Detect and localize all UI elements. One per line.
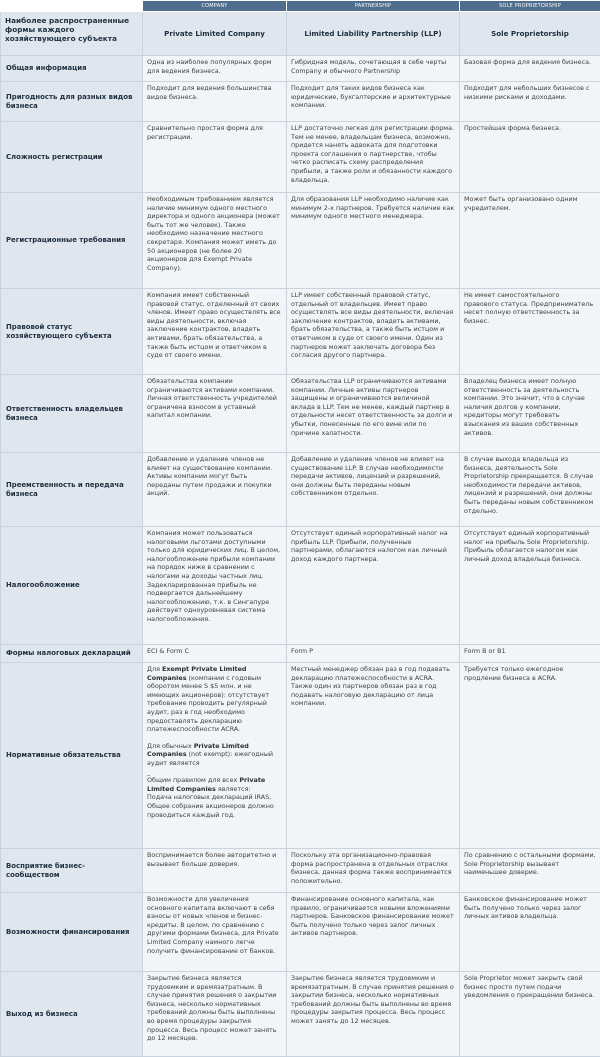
form-name-header-row xyxy=(1,12,600,56)
row-label: Сложность регистрации xyxy=(1,122,143,193)
company-cell: Сравнительно простая форма для регистрации. xyxy=(143,122,287,193)
partnership-column-header: PARTNERSHIP xyxy=(287,1,460,12)
table-row xyxy=(1,193,600,289)
sole-cell: В случае выхода владельца из бизнеса, деятельность Sole Proprietorship прекращается. В случае необходимости передачи активов, лицензий и разрешений, они должны быть переданы новым собственником отдельно. xyxy=(460,453,600,527)
general-text: является: xyxy=(218,785,251,793)
row-label: Формы налоговых деклараций xyxy=(1,645,143,663)
sole-cell: Может быть организовано одним учредителем. xyxy=(460,193,600,289)
regular-text: (not exempt): ежегодный аудит является xyxy=(147,750,273,767)
general-rule-paragraph xyxy=(147,776,282,793)
regular-term: Private Limited Companies xyxy=(147,742,249,759)
row-label: Ответственность владельцев бизнеса xyxy=(1,375,143,453)
sole-form-name: Sole Proprietorship xyxy=(460,12,600,56)
row-label: Нормативные обязательства xyxy=(1,663,143,849)
table-row xyxy=(1,893,600,972)
company-cell: Добавление и удаление членов не влияет на существование компании. Активы компании могут быть переданы путем продажи и покупки акций. xyxy=(143,453,287,527)
llp-cell: Закрытие бизнеса является трудоемким и времязатратным. В случае принятия решения о закрытии бизнеса, несколько нормативных требований должны быть выполнены во время процедуры закрытия процесса. Весь процесс может занять до 12 месяцев. xyxy=(287,972,460,1057)
sole-cell: По сравнению с остальными формами, Sole Proprietorship вызывает наименьшее доверие. xyxy=(460,849,600,893)
company-cell: Одна из наиболее популярных форм для ведения бизнеса. xyxy=(143,56,287,82)
llp-cell: Для образования LLP необходимо наличие как минимум 2-х партнеров. Требуется наличие как минимум одного местного менеджера. xyxy=(287,193,460,289)
exempt-prefix: Для xyxy=(147,665,160,673)
llp-cell: Обязательства LLP ограничиваются активами компании. Личные активы партнеров защищены и ограничиваются величиной вклада в LLP. Тем не менее, каждый партнер в отдельности несет ответственность за долги и убытки, понесенные по его вине или по причине халатности. xyxy=(287,375,460,453)
column-group-header-row xyxy=(1,1,600,12)
table-row xyxy=(1,645,600,663)
llp-cell: Поскольку эта организационно-правовая форма распространена в отдельных отраслях бизнеса, данная форма также воспринимается положительно. xyxy=(287,849,460,893)
llp-cell: Отсутствует единый корпоративный налог на прибыль LLP. Прибыли, полученные партнерами, облагаются налогом как личный доход каждого партнера. xyxy=(287,527,460,645)
company-form-name: Private Limited Company xyxy=(143,12,287,56)
table-row xyxy=(1,122,600,193)
table-row xyxy=(1,289,600,375)
llp-cell: Подходит для таких видов бизнеса как юридические, бухгалтерские и архитектурные компании. xyxy=(287,82,460,122)
row-label: Налогообложение xyxy=(1,527,143,645)
sole-cell: Не имеет самостоятельного правового статуса. Предприниматель несет полную ответственность за бизнес. xyxy=(460,289,600,375)
table-row xyxy=(1,375,600,453)
regular-prefix: Для обычных xyxy=(147,742,192,750)
llp-cell: Form P xyxy=(287,645,460,663)
exempt-paragraph xyxy=(147,665,282,734)
row-label: Возможности финансирования xyxy=(1,893,143,972)
row-label: Правовой статус хозяйствующего субъекта xyxy=(1,289,143,375)
sole-cell: Требуется только ежегодное продление бизнеса в ACRA. xyxy=(460,663,600,849)
general-prefix: Общим правилом для всех xyxy=(147,776,237,784)
sole-cell: Простейшая форма бизнеса. xyxy=(460,122,600,193)
sole-cell: Отсутствует единый корпоративный налог на прибыль Sole Proprietorship. Прибыль облагается налогом как личный доход владельца бизнеса. xyxy=(460,527,600,645)
sole-cell: Владелец бизнеса имеет полную ответственность за деятельность компании. Это значит, что в случае наличия долгов у компании, кредиторы могут требовать взыскания из ваших собственных активов. xyxy=(460,375,600,453)
llp-form-name: Limited Liability Partnership (LLP) xyxy=(287,12,460,56)
dash-mark: _ xyxy=(147,768,282,777)
sole-cell: Form B or B1 xyxy=(460,645,600,663)
company-column-header: COMPANY xyxy=(143,1,287,12)
row-label: Восприятие бизнес-сообществом xyxy=(1,849,143,893)
row-label: Общая информация xyxy=(1,56,143,82)
company-cell: ECI & Form C xyxy=(143,645,287,663)
row-label: Преемственность и передача бизнеса xyxy=(1,453,143,527)
table-row xyxy=(1,82,600,122)
sole-cell: Подходит для небольших бизнесов с низкими рисками и доходами. xyxy=(460,82,600,122)
sole-proprietorship-column-header: SOLE PROPRIETORSHIP xyxy=(460,1,600,12)
llp-cell: Добавление и удаление членов не влияет на существование LLP. В случае необходимости передачи активов, лицензий и разрешений, они должны быть переданы новым собственником отдельно. xyxy=(287,453,460,527)
llp-cell: LLP имеет собственный правовой статус, отдельный от владельцев. Имеет право осуществлять все виды деятельности, включая заключение контрактов, владеть активами, брать обязательства, а также быть истцом и ответчиком в суде от своего имени. Один из партнеров может заключать договора без согласия другого партнера. xyxy=(287,289,460,375)
exempt-text: (компании с годовым оборотом менее S $5 млн. и не имеющих акционеров): отсутствует требование проводить регулярный аудит, раз в год необходимо предоставлять декларацию платежеспособности ACRA. xyxy=(147,674,269,734)
sole-cell: Базовая форма для ведения бизнеса. xyxy=(460,56,600,82)
company-cell: Подходит для ведения большинства видов бизнеса. xyxy=(143,82,287,122)
table-row xyxy=(1,453,600,527)
table-row xyxy=(1,527,600,645)
regular-paragraph xyxy=(147,742,282,768)
company-cell: Компания имеет собственный правовой статус, отделенный от своих членов. Имеет право осуществлять все виды деятельности, включая заключение контрактов, владеть активами, брать обязательства, а также быть истцом и ответчиком в суде от своего имени. xyxy=(143,289,287,375)
row-label: Выход из бизнеса xyxy=(1,972,143,1057)
company-cell: Возможности для увеличения основного капитала включают в себя взносы от новых членов и бизнес-кредиты. В целом, по сравнению с другими формами бизнеса, для Private Limited Company намного легче получить финансирование от банков. xyxy=(143,893,287,972)
table-row xyxy=(1,56,600,82)
company-cell xyxy=(143,663,287,849)
row-label: Пригодность для разных видов бизнеса xyxy=(1,82,143,122)
llp-cell: Гибридная модель, сочетающая в себе черты Company и обычного Partnership xyxy=(287,56,460,82)
blank-header-cell xyxy=(1,1,143,12)
sole-cell: Sole Proprietor может закрыть свой бизнес просто путем подачи уведомления о прекращении бизнеса. xyxy=(460,972,600,1057)
tax-filing-text: Подача налоговых деклараций IRAS, xyxy=(147,793,282,802)
sole-cell: Банковское финансирование может быть получено только через залог личных активов владельца. xyxy=(460,893,600,972)
company-cell: Необходимым требованием является наличие минимум одного местного директора и одного акционера (может быть тот же человек). Также необходимо назначение местного секретаря. Компания может иметь до 50 акционеров (не более 20 акционеров для Exempt Private Company). xyxy=(143,193,287,289)
llp-cell: Финансирование основного капитала, как правило, ограничивается новыми вложениями партнеров. Банковское финансирование может быть получено только через залог личных активов партнеров. xyxy=(287,893,460,972)
general-term: Private Limited Companies xyxy=(147,776,265,793)
company-cell: Обязательства компании ограничиваются активами компании. Личная ответственность учредителей ограничена взносом в уставный капитал компании. xyxy=(143,375,287,453)
company-cell: Воспринимается более авторитетно и вызывает больше доверия. xyxy=(143,849,287,893)
agm-text: Общее собрание акционеров должно проводиться каждый год. xyxy=(147,802,282,819)
llp-cell: Местный менеджер обязан раз в год подавать декларацию платежеспособности в ACRA. Также один из партнеров обязан раз в год подавать налоговую декларацию от лица компании. xyxy=(287,663,460,849)
corner-header: Наиболее распространенные формы каждого хозяйствующего субъекта xyxy=(1,12,143,56)
table-row xyxy=(1,972,600,1057)
table-row xyxy=(1,663,600,849)
table-row xyxy=(1,849,600,893)
exempt-term: Exempt Private Limited Companies xyxy=(147,665,247,682)
company-cell: Компания может пользоваться налоговыми льготами доступными только для юридических лиц. В целом, налогообложение прибыли компании на порядок ниже в сравнении с налогами на доходы частных лиц. Задекларированная прибыль не подвергается дальнейшему налогообложению, т.к. в Сингапуре действует одноуровневая система налогообложения. xyxy=(143,527,287,645)
llp-cell: LLP достаточно легкая для регистрации форма. Тем не менее, владельцам бизнеса, возможно, придется нанять адвоката для подготовки проекта соглашения о партнерстве, чтобы четко расписать схему распределения прибыли, а также роли и обязанности каждого владельца. xyxy=(287,122,460,193)
company-cell: Закрытие бизнеса является трудоемким и времязатратным. В случае принятия решения о закрытии бизнеса, несколько нормативных требований должны быть выполнены во время процедуры закрытия процесса. Весь процесс может занять до 12 месяцев. xyxy=(143,972,287,1057)
row-label: Регистрационные требования xyxy=(1,193,143,289)
